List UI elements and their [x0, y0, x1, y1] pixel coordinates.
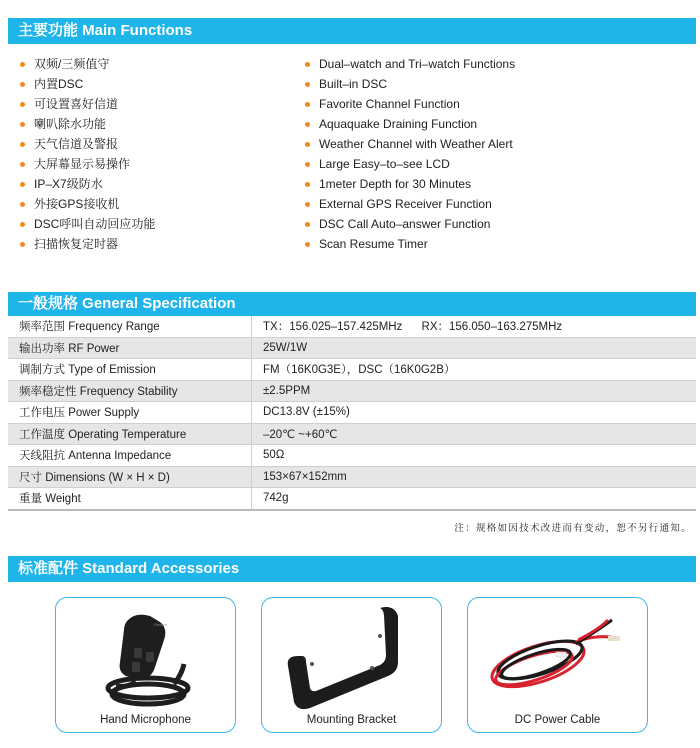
table-row [8, 337, 696, 359]
list-item: IP–X7级防水 [20, 174, 155, 194]
main-functions-chinese-list [20, 54, 155, 254]
power-cable-icon [468, 598, 649, 713]
list-item: Dual–watch and Tri–watch Functions [305, 54, 515, 74]
bullet-icon [20, 142, 25, 147]
list-item: DSC Call Auto–answer Function [305, 214, 515, 234]
spec-value: 50Ω [252, 445, 697, 467]
svg-text:Recent: Recent [154, 622, 167, 627]
accessory-caption: Mounting Bracket [306, 714, 397, 726]
spec-label: 工作电压 Power Supply [8, 402, 252, 424]
spec-value: 742g [252, 488, 697, 510]
list-item: 可设置喜好信道 [20, 94, 155, 114]
standard-accessories-header: 标准配件 Standard Accessories [8, 556, 696, 582]
spec-table [8, 316, 696, 511]
main-functions-english-list [305, 54, 515, 254]
list-item: 双频/三频值守 [20, 54, 155, 74]
accessory-card-dc-power-cable [467, 597, 648, 733]
bullet-icon [20, 102, 25, 107]
bullet-icon [305, 222, 310, 227]
list-item: Large Easy–to–see LCD [305, 154, 515, 174]
bullet-icon [20, 202, 25, 207]
accessory-caption: Hand Microphone [100, 714, 191, 726]
list-item: Built–in DSC [305, 74, 515, 94]
bullet-icon [305, 122, 310, 127]
list-item: 大屏幕显示易操作 [20, 154, 155, 174]
table-row [8, 488, 696, 510]
bullet-icon [20, 82, 25, 87]
spec-value: TX：156.025–157.425MHz RX：156.050–163.275MHz [252, 316, 697, 337]
bullet-icon [20, 242, 25, 247]
bullet-icon [305, 62, 310, 67]
spec-label: 调制方式 Type of Emission [8, 359, 252, 381]
table-row [8, 359, 696, 381]
general-specification-header: 一般规格 General Specification [8, 292, 696, 316]
bullet-icon [305, 102, 310, 107]
list-item: 内置DSC [20, 74, 155, 94]
bullet-icon [20, 62, 25, 67]
microphone-icon [56, 598, 237, 713]
bullet-icon [305, 142, 310, 147]
bracket-icon [262, 598, 443, 713]
spec-value: 153×67×152mm [252, 466, 697, 488]
spec-label: 频率范围 Frequency Range [8, 316, 252, 337]
spec-note: 注：规格如因技术改进而有变动，恕不另行通知。 [454, 523, 692, 534]
list-item: 天气信道及警报 [20, 134, 155, 154]
spec-label: 输出功率 RF Power [8, 337, 252, 359]
spec-label: 天线阻抗 Antenna Impedance [8, 445, 252, 467]
spec-value: 25W/1W [252, 337, 697, 359]
table-row [8, 316, 696, 337]
spec-value: –20℃ ~+60℃ [252, 423, 697, 445]
list-item: Scan Resume Timer [305, 234, 515, 254]
list-item: Aquaquake Draining Function [305, 114, 515, 134]
table-row [8, 380, 696, 402]
bullet-icon [305, 182, 310, 187]
spec-label: 频率稳定性 Frequency Stability [8, 380, 252, 402]
bullet-icon [20, 162, 25, 167]
bullet-icon [305, 202, 310, 207]
main-functions-header: 主要功能 Main Functions [8, 18, 696, 44]
table-row [8, 445, 696, 467]
table-row [8, 466, 696, 488]
bullet-icon [305, 82, 310, 87]
list-item: 1meter Depth for 30 Minutes [305, 174, 515, 194]
accessory-caption: DC Power Cable [514, 714, 601, 726]
list-item: 外接GPS接收机 [20, 194, 155, 214]
spec-label: 重量 Weight [8, 488, 252, 510]
spec-value: FM（16K0G3E），DSC（16K0G2B） [252, 359, 697, 381]
bullet-icon [305, 162, 310, 167]
list-item: External GPS Receiver Function [305, 194, 515, 214]
spec-label: 尺寸 Dimensions (W × H × D) [8, 466, 252, 488]
bullet-icon [20, 122, 25, 127]
accessory-card-mounting-bracket [261, 597, 442, 733]
spec-value: DC13.8V (±15%) [252, 402, 697, 424]
bullet-icon [20, 222, 25, 227]
bullet-icon [305, 242, 310, 247]
bullet-icon [20, 182, 25, 187]
spec-label: 工作温度 Operating Temperature [8, 423, 252, 445]
spec-value: ±2.5PPM [252, 380, 697, 402]
list-item: Favorite Channel Function [305, 94, 515, 114]
list-item: 喇叭除水功能 [20, 114, 155, 134]
list-item: 扫描恢复定时器 [20, 234, 155, 254]
list-item: Weather Channel with Weather Alert [305, 134, 515, 154]
table-row [8, 423, 696, 445]
table-row [8, 402, 696, 424]
accessory-card-hand-microphone [55, 597, 236, 733]
list-item: DSC呼叫自动回应功能 [20, 214, 155, 234]
